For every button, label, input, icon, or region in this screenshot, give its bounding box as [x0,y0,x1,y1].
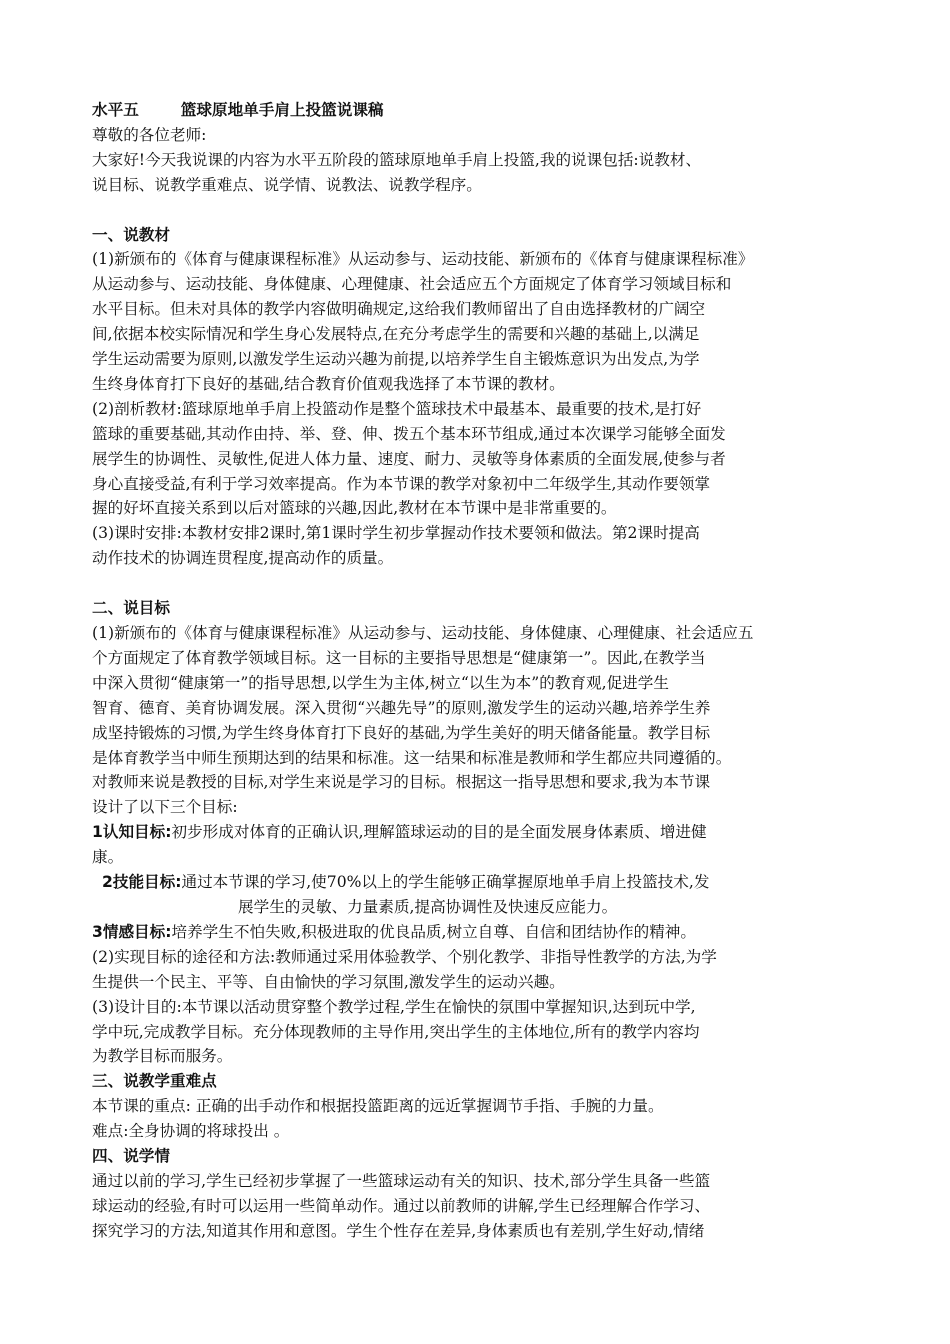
intro-line: 大家好!今天我说课的内容为水平五阶段的篮球原地单手肩上投篮,我的说课包括:说教材、 [92,150,702,169]
paragraph-line: 学生运动需要为原则,以激发学生运动兴趣为前提,以培养学生自主锻炼意识为出发点,为学 [92,350,700,369]
goal-text: 通过本节课的学习,使70%以上的学生能够正确掌握原地单手肩上投篮技术,发 [181,873,710,892]
section-heading-textbook: 一、说教材 [92,225,170,244]
goal-cognitive [92,820,862,845]
paragraph-line: (3)设计目的:本节课以活动贯穿整个教学过程,学生在愉快的氛围中掌握知识,达到玩中学, [92,997,696,1016]
paragraph-line: 通过以前的学习,学生已经初步掌握了一些篮球运动有关的知识、技术,部分学生具备一些篮 [92,1171,711,1190]
paragraph-line: 从运动参与、运动技能、身体健康、心理健康、社会适应五个方面规定了体育学习领域目标和 [92,275,732,294]
paragraph-line: 握的好坏直接关系到以后对篮球的兴趣,因此,教材在本节课中是非常重要的。 [92,499,617,518]
paragraph-line: 展学生的协调性、灵敏性,促进人体力量、速度、耐力、灵敏等身体素质的全面发展,使参与者 [92,449,726,468]
paragraph-line: (2)实现目标的途径和方法:教师通过采用体验教学、个别化教学、非指导性教学的方法,为学 [92,947,717,966]
paragraph-line: 对教师来说是教授的目标,对学生来说是学习的目标。根据这一指导思想和要求,我为本节课 [92,773,711,792]
paragraph-line: 水平目标。但未对具体的教学内容做明确规定,这给我们教师留出了自由选择教材的广阔空 [92,300,706,319]
goal-text: 初步形成对体育的正确认识,理解篮球运动的目的是全面发展身体素质、增进健 [171,823,707,842]
paragraph-line: 学中玩,完成教学目标。充分体现教师的主导作用,突出学生的主体地位,所有的教学内容均 [92,1022,700,1041]
goal-label: 1认知目标: [92,823,172,842]
difficulty: 难点:全身协调的将球投出 。 [92,1122,290,1141]
document-title [92,98,862,123]
paragraph-line: (3)课时安排:本教材安排2课时,第1课时学生初步掌握动作技术要领和做法。第2课时提高 [92,524,700,543]
paragraph-line: 是体育教学当中师生预期达到的结果和标准。这一结果和标准是教师和学生都应共同遵循的。 [92,748,732,767]
section-heading-student-analysis: 四、说学情 [92,1147,170,1166]
title-name: 篮球原地单手肩上投篮说课稿 [180,101,384,119]
section-heading-objectives: 二、说目标 [92,599,170,618]
goal-skill-cont: 展学生的灵敏、力量素质,提高协调性及快速反应能力。 [238,897,618,916]
paragraph-line: 为教学目标而服务。 [92,1047,233,1066]
section-heading-key-points: 三、说教学重难点 [92,1072,217,1091]
paragraph-line: 间,依据本校实际情况和学生身心发展特点,在充分考虑学生的需要和兴趣的基础上,以满足 [92,325,700,344]
title-level: 水平五 [92,101,139,119]
paragraph-line: 个方面规定了体育教学领域目标。这一目标的主要指导思想是“健康第一”。因此,在教学当 [92,648,706,667]
goal-text: 培养学生不怕失败,积极进取的优良品质,树立自尊、自信和团结协作的精神。 [171,922,696,941]
paragraph-line: 成坚持锻炼的习惯,为学生终身体育打下良好的基础,为学生美好的明天储备能量。教学目标 [92,723,711,742]
key-point: 本节课的重点: 正确的出手动作和根据投篮距离的远近掌握调节手指、手腕的力量。 [92,1097,664,1116]
paragraph-line: 生提供一个民主、平等、自由愉快的学习氛围,激发学生的运动兴趣。 [92,972,565,991]
paragraph-line: 篮球的重要基础,其动作由持、举、登、伸、拨五个基本环节组成,通过本次课学习能够全面发 [92,424,726,443]
paragraph-line: (1)新颁布的《体育与健康课程标准》从运动参与、运动技能、新颁布的《体育与健康课程标准》 [92,250,754,269]
paragraph-line: (1)新颁布的《体育与健康课程标准》从运动参与、运动技能、身体健康、心理健康、社会适应五 [92,624,754,642]
goal-label: 3情感目标: [92,922,172,941]
intro-line: 说目标、说教学重难点、说学情、说教法、说教学程序。 [92,175,482,194]
goal-skill [92,870,862,895]
paragraph-line: 球运动的经验,有时可以运用一些简单动作。通过以前教师的讲解,学生已经理解合作学习、 [92,1196,711,1215]
goal-affective [92,920,862,945]
paragraph-line: 设计了以下三个目标: [92,798,238,817]
paragraph-line: 动作技术的协调连贯程度,提高动作的质量。 [92,549,394,568]
goal-cognitive-cont: 康。 [92,848,124,867]
paragraph-line: 智育、德育、美育协调发展。深入贯彻“兴趣先导”的原则,激发学生的运动兴趣,培养学生养 [92,698,711,717]
paragraph-line: 探究学习的方法,知道其作用和意图。学生个性存在差异,身体素质也有差别,学生好动,情绪 [92,1221,705,1240]
greeting: 尊敬的各位老师: [92,125,207,144]
paragraph-line: 身心直接受益,有利于学习效率提高。作为本节课的教学对象初中二年级学生,其动作要领掌 [92,474,711,493]
paragraph-line: (2)剖析教材:篮球原地单手肩上投篮动作是整个篮球技术中最基本、最重要的技术,是打好 [92,399,702,418]
goal-label: 2技能目标: [102,873,182,892]
paragraph-line: 中深入贯彻“健康第一”的指导思想,以学生为主体,树立“以生为本”的教育观,促进学生 [92,673,669,692]
paragraph-line: 生终身体育打下良好的基础,结合教育价值观我选择了本节课的教材。 [92,374,565,393]
